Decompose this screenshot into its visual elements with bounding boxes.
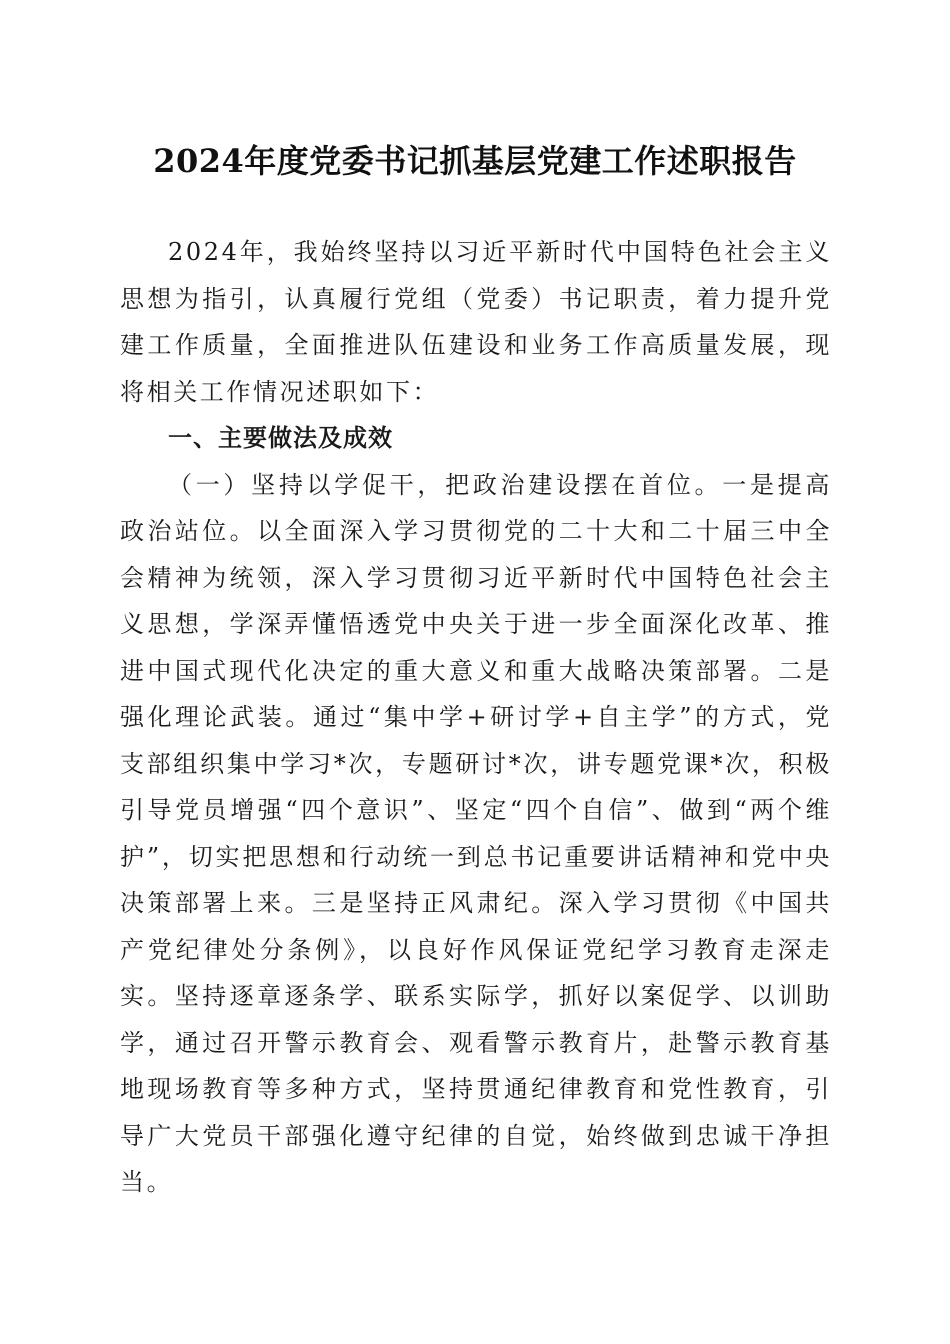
section-heading: 一、主要做法及成效 [168, 424, 393, 452]
document-body [120, 229, 832, 1206]
section-paragraph: （一）坚持以学促干，把政治建设摆在首位。一是提高政治站位。以全面深入学习贯彻党的二十大和二十届三中全会精神为统领，深入学习贯彻习近平新时代中国特色社会主义思想，学深弄懂悟透党中央关于进一步全面深化改革、推进中国式现代化决定的重大意义和重大战略决策部署。二是强化理论武装。通过“集中学+研讨学+自主学”的方式，党支部组织集中学习*次，专题研讨*次，讲专题党课*次，积极引导党员增强“四个意识”、坚定“四个自信”、做到“两个维护”，切实把思想和行动统一到总书记重要讲话精神和党中央决策部署上来。三是坚持正风肃纪。深入学习贯彻《中国共产党纪律处分条例》，以良好作风保证党纪学习教育走深走实。坚持逐章逐条学、联系实际学，抓好以案促学、以训助学，通过召开警示教育会、观看警示教育片，赴警示教育基地现场教育等多种方式，坚持贯通纪律教育和党性教育，引导广大党员干部强化遵守纪律的自觉，始终做到忠诚干净担当。 [120, 470, 832, 1196]
intro-paragraph: 2024年，我始终坚持以习近平新时代中国特色社会主义思想为指引，认真履行党组（党委）书记职责，着力提升党建工作质量，全面推进队伍建设和业务工作高质量发展，现将相关工作情况述职如下： [120, 238, 832, 406]
document-title: 2024年度党委书记抓基层党建工作述职报告 [153, 142, 797, 180]
